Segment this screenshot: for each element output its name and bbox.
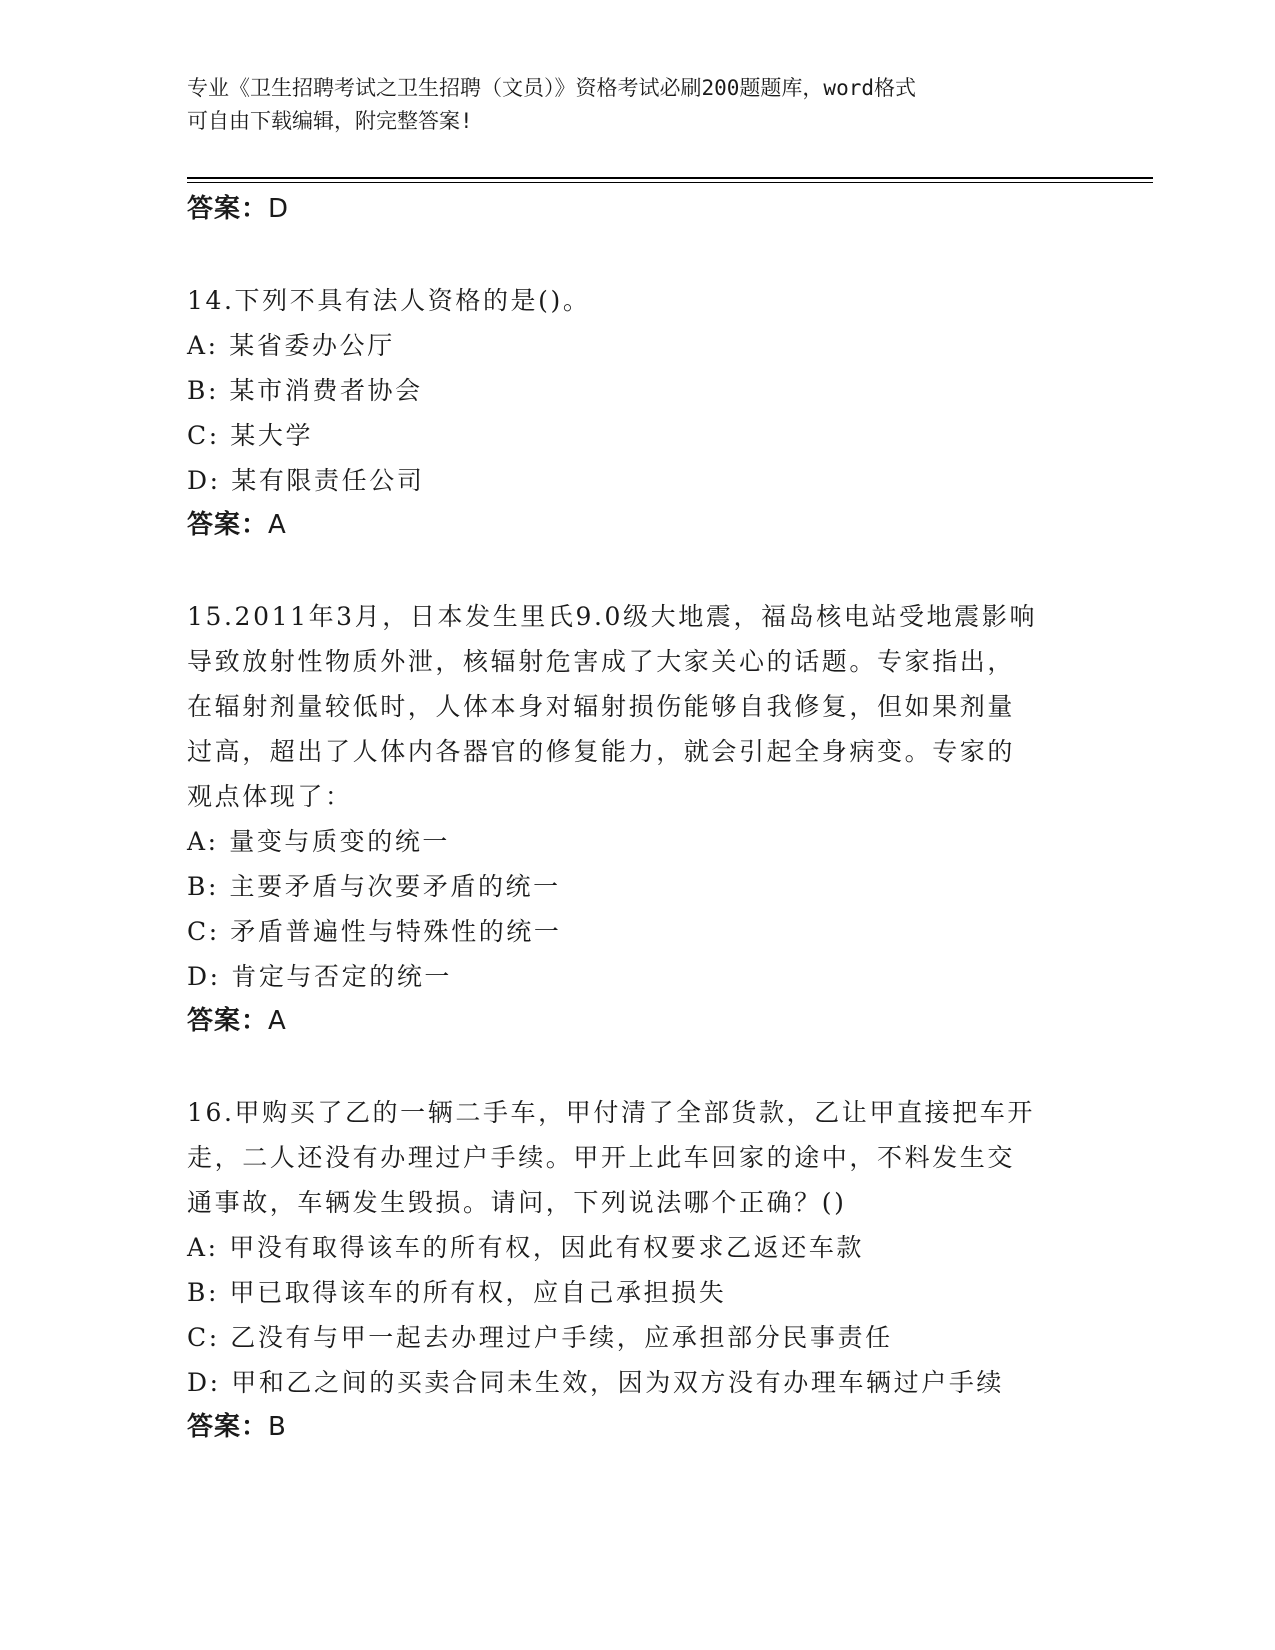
header-line-1: 专业《卫生招聘考试之卫生招聘（文员）》资格考试必刷200题题库，word格式: [187, 76, 916, 100]
option-d: D: 甲和乙之间的买卖合同未生效，因为双方没有办理车辆过户手续: [187, 1368, 1005, 1397]
page-header: [187, 72, 1087, 138]
option-a: A: 甲没有取得该车的所有权，因此有权要求乙返还车款: [187, 1233, 865, 1262]
option-b: B: 甲已取得该车的所有权，应自己承担损失: [187, 1278, 727, 1307]
question-15: [187, 594, 1087, 1044]
answer-label: 答案：: [187, 194, 269, 224]
question-16: [187, 1090, 1087, 1450]
header-divider-thin: [187, 182, 1153, 183]
question-stem-line: 14.下列不具有法人资格的是()。: [187, 286, 591, 315]
option-b: B: 主要矛盾与次要矛盾的统一: [187, 872, 561, 901]
question-stem-line: 15.2011年3月，日本发生里氏9.0级大地震，福岛核电站受地震影响: [187, 602, 1038, 631]
answer-label: 答案：: [187, 1006, 269, 1036]
option-a: A: 某省委办公厅: [187, 331, 395, 360]
previous-answer: [187, 187, 1087, 232]
option-c: C: 某大学: [187, 421, 314, 450]
question-stem-line: 走，二人还没有办理过户手续。甲开上此车回家的途中，不料发生交: [187, 1143, 1016, 1172]
option-d: D: 肯定与否定的统一: [187, 962, 453, 991]
question-content: [187, 187, 1087, 1450]
question-stem-line: 观点体现了：: [187, 782, 353, 811]
question-stem-line: 通事故，车辆发生毁损。请问，下列说法哪个正确？(): [187, 1188, 847, 1217]
option-d: D: 某有限责任公司: [187, 466, 425, 495]
option-c: C: 乙没有与甲一起去办理过户手续，应承担部分民事责任: [187, 1323, 893, 1352]
answer-value: A: [268, 510, 287, 540]
option-b: B: 某市消费者协会: [187, 376, 423, 405]
answer-value: D: [268, 194, 290, 224]
answer-label: 答案：: [187, 1412, 269, 1442]
answer-label: 答案：: [187, 510, 269, 540]
option-a: A: 量变与质变的统一: [187, 827, 451, 856]
question-stem-line: 过高，超出了人体内各器官的修复能力，就会引起全身病变。专家的: [187, 737, 1016, 766]
question-stem-line: 导致放射性物质外泄，核辐射危害成了大家关心的话题。专家指出，: [187, 647, 1016, 676]
header-line-2: 可自由下载编辑，附完整答案!: [187, 109, 473, 133]
question-answer: [187, 999, 1087, 1044]
question-stem-line: 在辐射剂量较低时，人体本身对辐射损伤能够自我修复，但如果剂量: [187, 692, 1016, 721]
question-stem-line: 16.甲购买了乙的一辆二手车，甲付清了全部货款，乙让甲直接把车开: [187, 1098, 1035, 1127]
answer-value: B: [268, 1412, 287, 1442]
question-answer: [187, 503, 1087, 548]
option-c: C: 矛盾普遍性与特殊性的统一: [187, 917, 562, 946]
answer-value: A: [268, 1006, 287, 1036]
question-answer: [187, 1405, 1087, 1450]
header-divider: [187, 177, 1153, 179]
question-14: [187, 278, 1087, 548]
